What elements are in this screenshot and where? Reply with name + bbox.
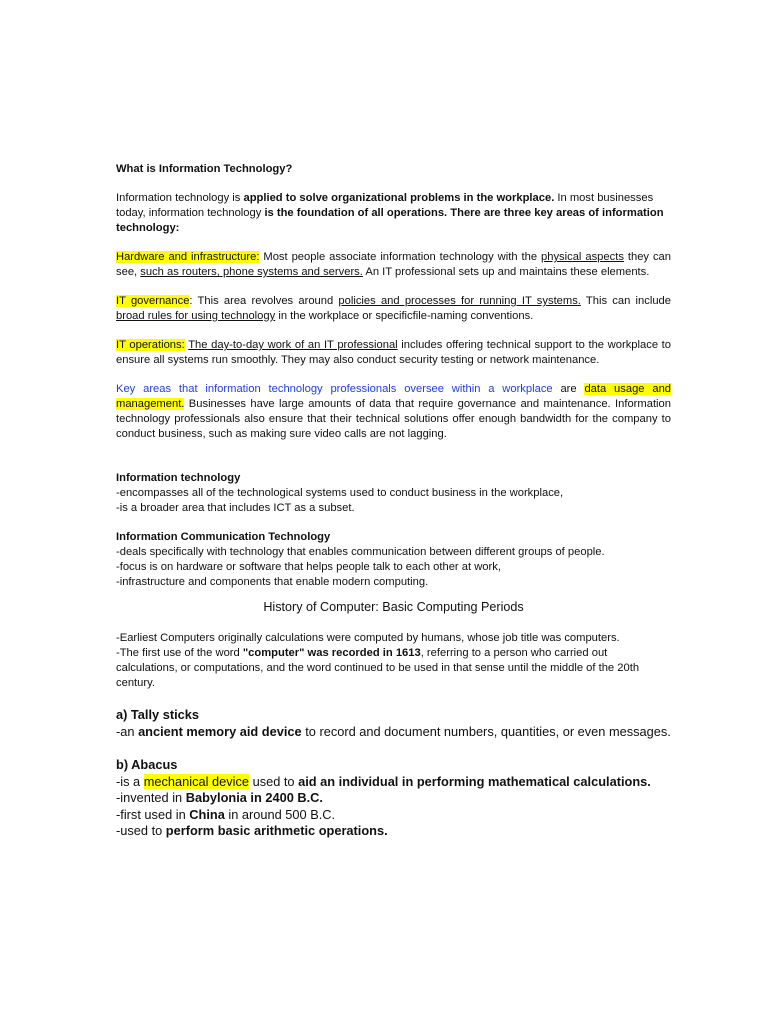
highlight-governance: IT governance <box>116 295 190 307</box>
it-heading: Information technology <box>116 472 241 484</box>
tally-line: -an ancient memory aid device to record and document numbers, quantities, or even messages. <box>116 723 671 739</box>
it-line: -is a broader area that includes ICT as a subset. <box>116 502 355 514</box>
tally-heading: a) Tally sticks <box>116 707 199 722</box>
intro-paragraph: Information technology is applied to solve organizational problems in the workplace. In most businesses today, information technology is the foundation of all operations. There are three key areas of information technology: <box>116 192 664 234</box>
blue-text: Key areas that information technology professionals oversee within a workplace <box>116 383 553 395</box>
abacus-line: -first used in China in around 500 B.C. <box>116 806 336 822</box>
highlight-operations: IT operations: <box>116 339 185 351</box>
abacus-line: -invented in Babylonia in 2400 B.C. <box>116 790 323 805</box>
abacus-heading: b) Abacus <box>116 757 178 772</box>
key-areas-paragraph: Key areas that information technology professionals oversee within a workplace are data usage and management. Businesses have large amounts of data that require governance and maintenance. Information technology professionals also ensure that their technical solutions offer enough bandwidth for the company to conduct business, such as making sure video calls are not lagging. <box>116 383 672 440</box>
ict-heading: Information Communication Technology <box>116 531 331 543</box>
history-paragraph: -The first use of the word "computer" was recorded in 1613, referring to a person who carried out calculations, or computations, and the word continued to be used in that sense until the middle of the 20th century. <box>116 647 640 689</box>
highlight-data-usage: data usage and management. <box>116 383 672 410</box>
operations-paragraph: IT operations: The day-to-day work of an IT professional includes offering technical support to the workplace to ensure all systems run smoothly. They may also conduct security testing or network maintenance. <box>116 339 672 366</box>
document-body <box>116 162 671 840</box>
governance-paragraph: IT governance: This area revolves around policies and processes for running IT systems. This can include broad rules for using technology in the workplace or specificfile-naming conventions. <box>116 295 671 322</box>
highlight-mechanical-device: mechanical device <box>143 773 250 789</box>
history-heading: History of Computer: Basic Computing Periods <box>263 600 524 614</box>
doc-title: What is Information Technology? <box>116 163 293 175</box>
ict-line: -infrastructure and components that enable modern computing. <box>116 576 429 588</box>
history-line: -Earliest Computers originally calculations were computed by humans, whose job title was computers. <box>116 632 620 644</box>
it-line: -encompasses all of the technological systems used to conduct business in the workplace, <box>116 487 564 499</box>
highlight-hardware: Hardware and infrastructure: <box>116 251 260 263</box>
ict-line: -deals specifically with technology that enables communication between different groups of people. <box>116 546 605 558</box>
abacus-line: -is a mechanical device used to aid an individual in performing mathematical calculations. <box>116 773 651 789</box>
hardware-paragraph: Hardware and infrastructure: Most people associate information technology with the physical aspects they can see, such as routers, phone systems and servers. An IT professional sets up and maintains these elements. <box>116 251 671 278</box>
abacus-line: -used to perform basic arithmetic operations. <box>116 823 388 838</box>
ict-line: -focus is on hardware or software that helps people talk to each other at work, <box>116 561 501 573</box>
